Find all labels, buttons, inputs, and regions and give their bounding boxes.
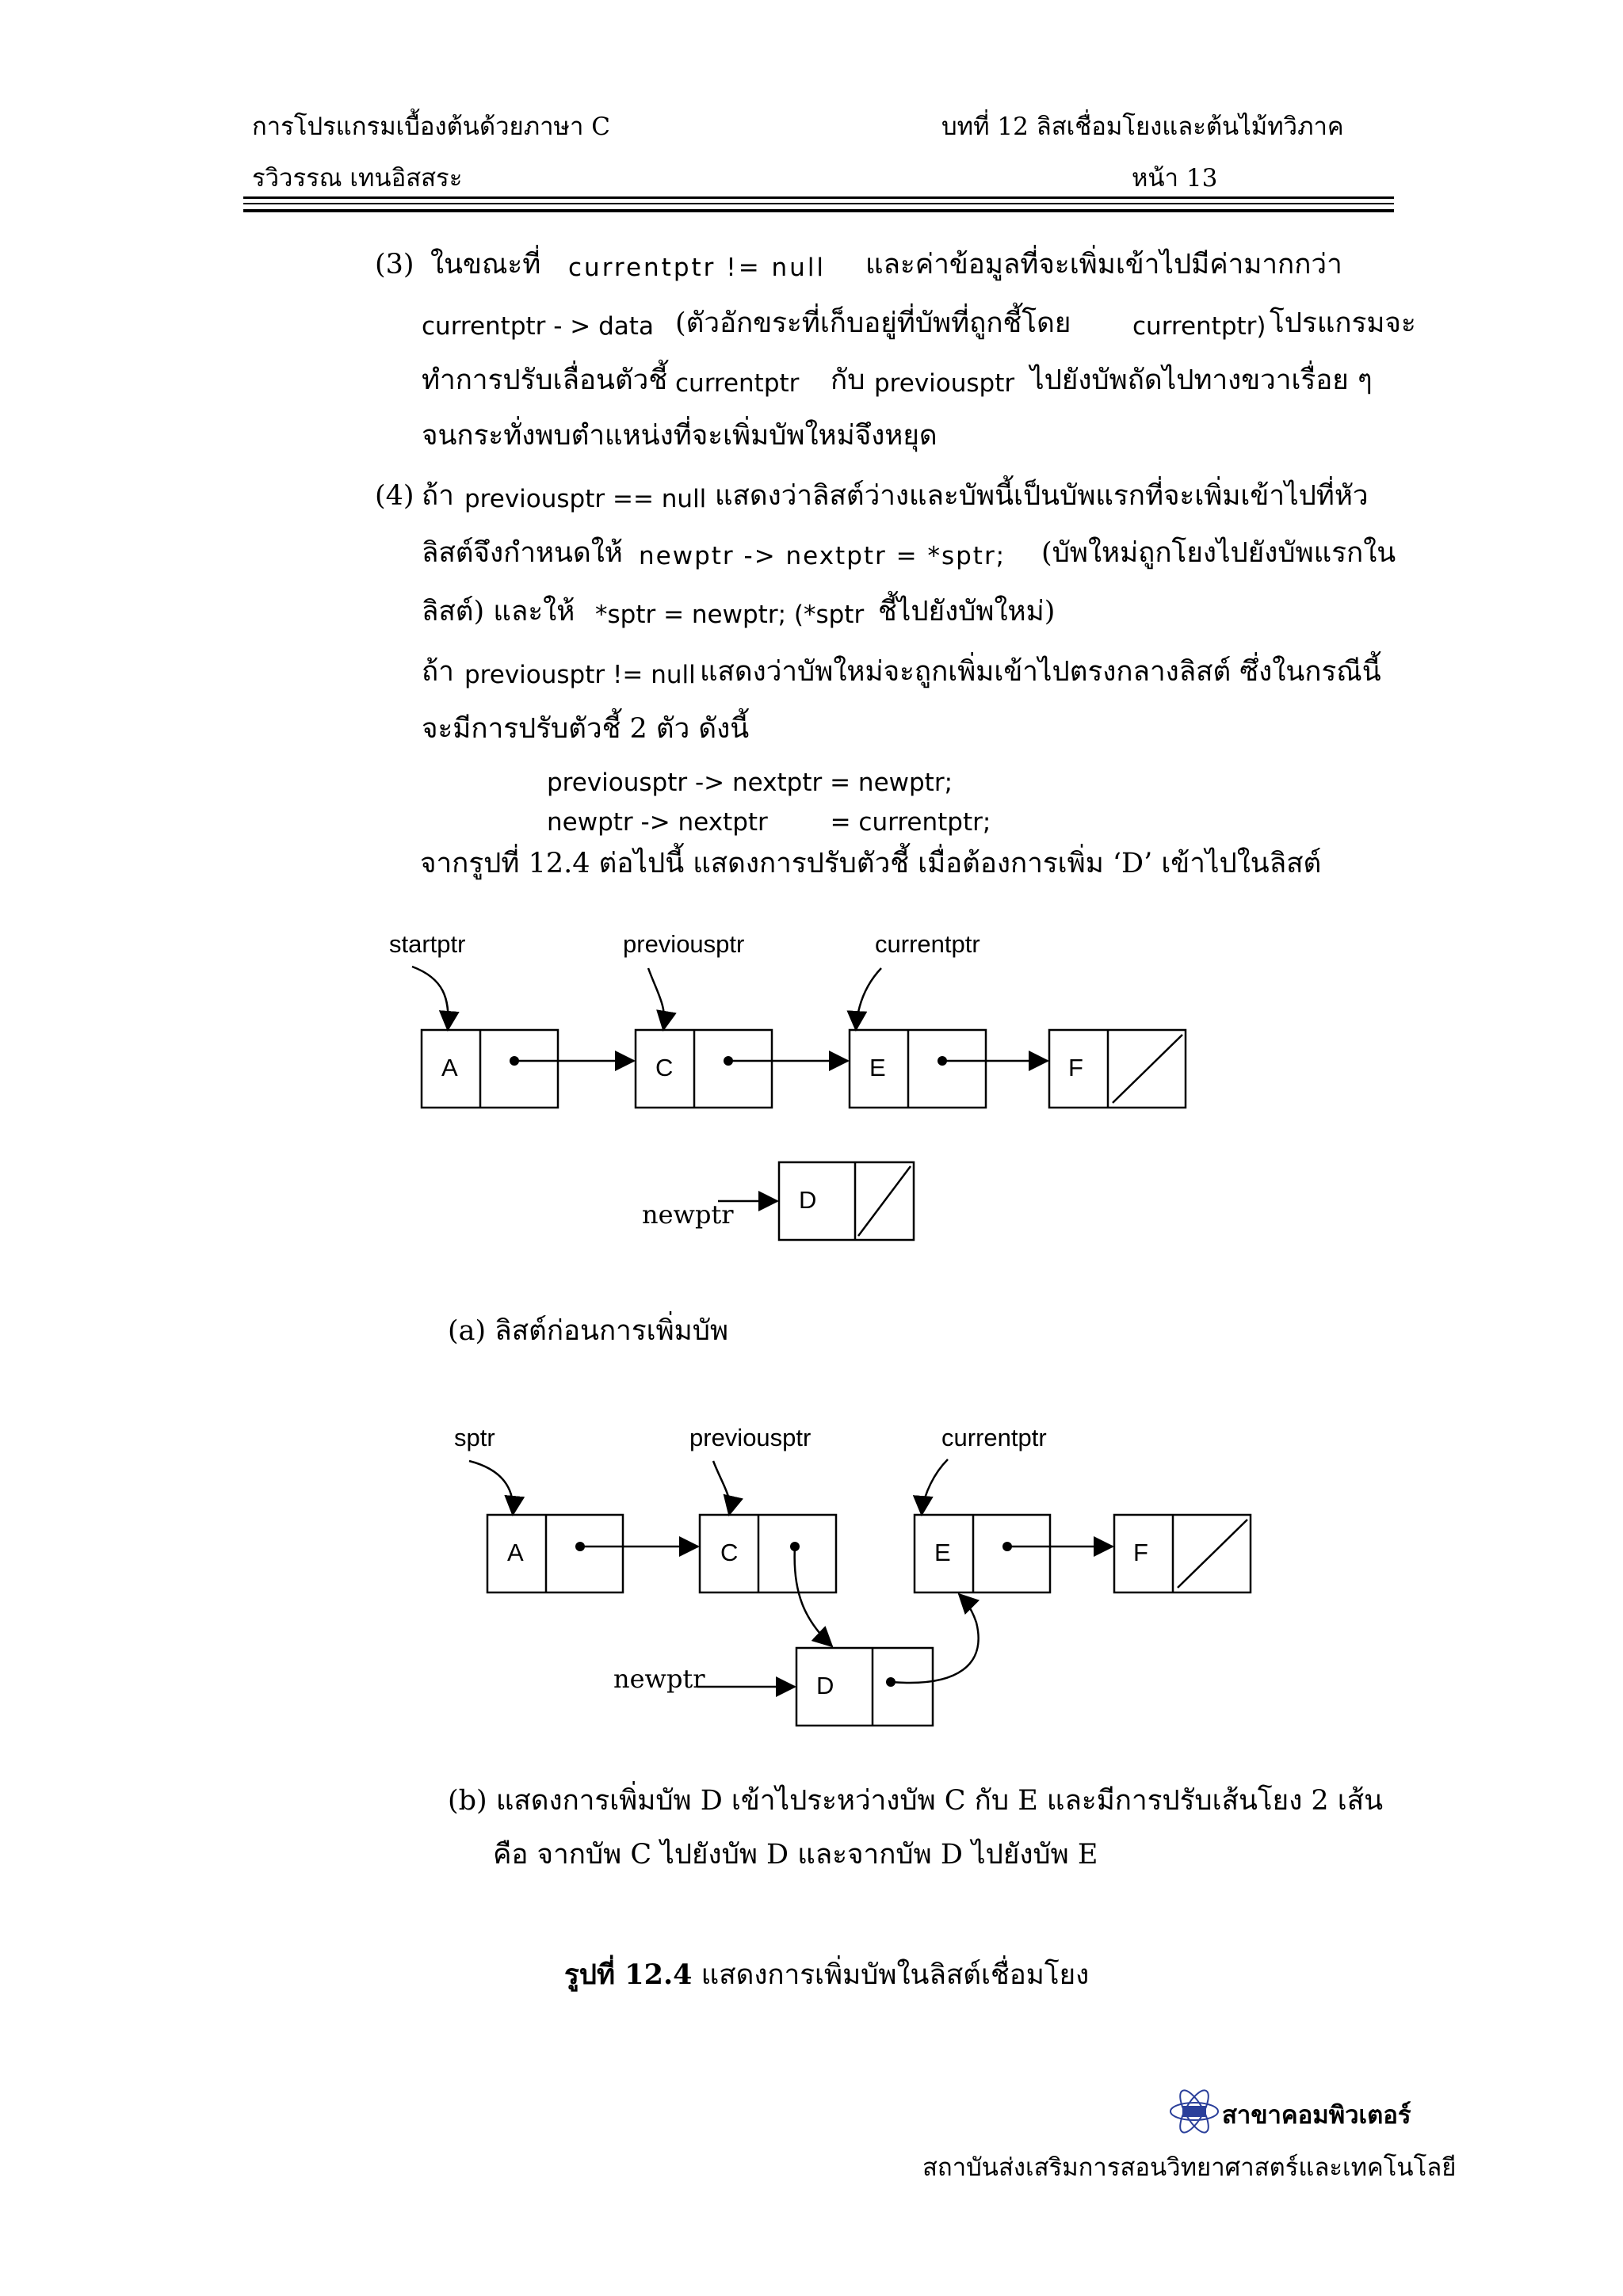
sptr-arrow (469, 1461, 513, 1515)
item4-line3-code: *sptr = newptr; (*sptr (595, 601, 865, 629)
label-startptr: startptr (389, 930, 466, 958)
figure-b-caption-line2: คือ จากบัพ C ไปยังบัพ D และจากบัพ D ไปยังบัพ E (493, 1839, 1098, 1871)
item4-line2-text-end: (บัพใหม่ถูกโยงไปยังบัพแรกใน (1041, 537, 1396, 569)
label-newptr-b: newptr (613, 1664, 705, 1694)
institute-logo-icon (1168, 2086, 1220, 2137)
header-rule-top (243, 196, 1394, 199)
figure-b-caption-line1: (b) แสดงการเพิ่มบัพ D เข้าไประหว่างบัพ C กับ E และมีการปรับเส้นโยง 2 เส้น (448, 1785, 1384, 1817)
code-line-1: previousptr -> nextptr = newptr; (547, 769, 953, 797)
figure-caption-text: แสดงการเพิ่มบัพในลิสต์เชื่อมโยง (701, 1959, 1090, 1991)
item4-line3-text-end: ชี้ไปยังบัพใหม่) (878, 596, 1056, 627)
null-pointer-d (858, 1166, 911, 1236)
figure-a-diagram (0, 919, 1623, 1283)
node-a-b (487, 1515, 623, 1592)
item3-line1-text-end: และค่าข้อมูลที่จะเพิ่มเข้าไปมีค่ามากกว่า (865, 249, 1342, 280)
node-e-b-data: E (934, 1539, 951, 1566)
figure-intro: จากรูปที่ 12.4 ต่อไปนี้ แสดงการปรับตัวชี้ เมื่อต้องการเพิ่ม ‘D’ เข้าไปในลิสต์ (420, 848, 1322, 879)
node-f-b (1114, 1515, 1251, 1592)
figure-caption (564, 1959, 1089, 1991)
label-sptr: sptr (454, 1424, 495, 1451)
node-c (636, 1030, 772, 1108)
node-f-b-data: F (1133, 1539, 1148, 1566)
item3-line2-code2: currentptr) (1132, 312, 1266, 341)
item3-line3-code2: previousptr (874, 369, 1015, 398)
item4-line1-text: ถ้า (422, 480, 454, 512)
item3-line4: จนกระทั่งพบตำแหน่งที่จะเพิ่มบัพใหม่จึงหยุด (422, 420, 938, 452)
page-number: หน้า 13 (1132, 164, 1218, 193)
label-previousptr: previousptr (623, 930, 745, 958)
item4-line1-text-end: แสดงว่าลิสต์ว่างและบัพนี้เป็นบัพแรกที่จะเพิ่มเข้าไปที่หัว (715, 480, 1369, 512)
item3-line2-text-end: โปรแกรมจะ (1270, 307, 1416, 339)
footer-institute: สถาบันส่งเสริมการสอนวิทยาศาสตร์และเทคโนโลยี (922, 2153, 1457, 2182)
null-pointer-f (1113, 1035, 1182, 1103)
figure-b-diagram (0, 1410, 1623, 1751)
header-rule-bottom (243, 209, 1394, 212)
link-d-e (891, 1594, 979, 1683)
node-d-b (796, 1648, 933, 1726)
item3-line1-code: currentptr != null (568, 254, 827, 282)
label-previousptr-b: previousptr (689, 1424, 812, 1451)
item4-line2-code: newptr -> nextptr = *sptr; (639, 542, 1006, 570)
item3-line2-code: currentptr - > data (422, 312, 654, 341)
item4-line2-text: ลิสต์จึงกำหนดให้ (422, 537, 623, 569)
item3-number: (3) (375, 249, 414, 280)
item4-line4-text: ถ้า (422, 656, 454, 688)
link-c-d (795, 1547, 832, 1646)
item3-line3-text2: กับ (831, 364, 865, 396)
figure-a-caption: (a) ลิสต์ก่อนการเพิ่มบัพ (448, 1315, 729, 1347)
item4-line4-code: previousptr != null (464, 661, 696, 689)
node-a-b-data: A (507, 1539, 524, 1566)
currentptr-arrow (856, 968, 881, 1030)
node-e (850, 1030, 986, 1108)
chapter-title: บทที่ 12 ลิสเชื่อมโยงและต้นไม้ทวิภาค (941, 113, 1344, 141)
node-c-data: C (655, 1054, 674, 1081)
footer-department: สาขาคอมพิวเตอร์ (1222, 2101, 1411, 2130)
course-title: การโปรแกรมเบื้องต้นด้วยภาษา C (252, 113, 610, 141)
node-a-data: A (441, 1054, 458, 1081)
previousptr-arrow-b (713, 1461, 730, 1515)
item3-line2-text: (ตัวอักขระที่เก็บอยู่ที่บัพที่ถูกชี้โดย (675, 307, 1071, 339)
node-a (422, 1030, 558, 1108)
node-f-data: F (1068, 1054, 1083, 1081)
node-c-b-data: C (720, 1539, 739, 1566)
label-currentptr: currentptr (875, 930, 980, 958)
node-e-data: E (869, 1054, 886, 1081)
node-d-new (779, 1162, 914, 1240)
item3-line3-code1: currentptr (675, 369, 800, 398)
code-line-2: newptr -> nextptr = currentptr; (547, 808, 991, 837)
node-f (1049, 1030, 1186, 1108)
null-pointer-f-b (1178, 1520, 1247, 1588)
node-d-data: D (799, 1186, 817, 1214)
node-d-b-data: D (816, 1672, 834, 1699)
item4-line5: จะมีการปรับตัวชี้ 2 ตัว ดังนี้ (422, 713, 750, 745)
previousptr-arrow (648, 968, 664, 1030)
header-rule-middle (243, 203, 1394, 204)
item4-line4-text-end: แสดงว่าบัพใหม่จะถูกเพิ่มเข้าไปตรงกลางลิสต์ ซึ่งในกรณีนี้ (700, 656, 1381, 688)
label-newptr-a: newptr (642, 1199, 734, 1230)
node-c-b (700, 1515, 836, 1592)
startptr-arrow (412, 967, 449, 1030)
item4-line1-code: previousptr == null (464, 485, 707, 513)
currentptr-arrow-b (922, 1459, 948, 1515)
item4-number: (4) (375, 480, 414, 512)
item3-line1-text: ในขณะที่ (430, 249, 541, 280)
label-currentptr-b: currentptr (941, 1424, 1047, 1451)
author: รวิวรรณ เทนอิสสระ (252, 164, 463, 193)
node-e-b (915, 1515, 1050, 1592)
item3-line3-text: ทำการปรับเลื่อนตัวชี้ (422, 364, 668, 396)
item4-line3-text: ลิสต์) และให้ (422, 596, 575, 627)
item3-line3-text3: ไปยังบัพถัดไปทางขวาเรื่อย ๆ (1030, 364, 1373, 396)
figure-caption-label: รูปที่ 12.4 (564, 1958, 693, 1991)
